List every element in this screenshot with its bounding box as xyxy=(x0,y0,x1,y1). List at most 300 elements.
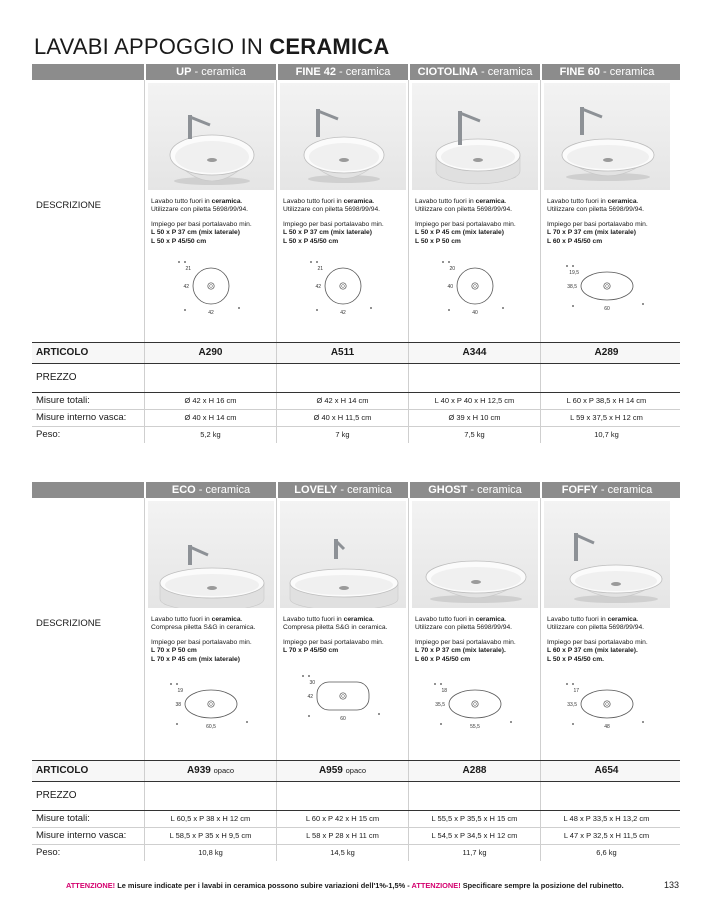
product-header xyxy=(408,64,540,80)
drain-outline xyxy=(208,701,214,707)
drain-outline xyxy=(340,283,346,289)
product-description xyxy=(276,610,408,760)
faucet-icon xyxy=(316,109,320,137)
product-description xyxy=(144,192,276,342)
dim-depth: 40 xyxy=(447,284,453,291)
dim-mark xyxy=(442,261,444,263)
faucet-spout xyxy=(582,109,602,117)
dim-mark xyxy=(308,675,310,677)
dimension-drawing xyxy=(151,672,273,744)
drain-outline xyxy=(472,283,478,289)
drain-icon xyxy=(471,580,481,584)
dim-mark xyxy=(434,683,436,685)
usage-intro: Impiego per basi portalavabo min. xyxy=(151,638,252,646)
total-size-value: Ø 42 x H 14 cm xyxy=(276,393,408,409)
weight-row xyxy=(32,427,680,443)
usage-size-1: L 70 x P 37 cm (mix laterale). xyxy=(415,647,506,655)
sink-illustration xyxy=(412,83,538,190)
dim-half: 20 xyxy=(449,266,455,273)
product-section xyxy=(32,482,680,861)
article-code: A290 xyxy=(198,347,223,358)
sink-outline xyxy=(185,690,237,718)
drain-icon xyxy=(339,586,349,590)
total-size-value: L 60 x P 38,5 x H 14 cm xyxy=(540,393,672,409)
weight-value: 7 kg xyxy=(276,427,408,443)
description-text xyxy=(415,198,537,215)
desc-text-line2: Utilizzare con piletta 5698/99/94. xyxy=(415,624,513,632)
sink-illustration xyxy=(148,83,274,190)
desc-text-end: . xyxy=(636,616,639,623)
price-cell xyxy=(276,364,408,392)
product-description xyxy=(276,192,408,342)
product-image-cell xyxy=(540,80,672,192)
description-text xyxy=(415,616,537,633)
dim-half: 19,5 xyxy=(569,270,579,277)
sink-outline xyxy=(581,690,633,718)
desc-text-bold: ceramica xyxy=(475,616,505,623)
product-description xyxy=(408,610,540,760)
faucet-spout xyxy=(460,113,480,121)
usage-text xyxy=(415,639,537,664)
weight-row xyxy=(32,845,680,861)
weight-value: 11,7 kg xyxy=(408,845,540,861)
dim-mark xyxy=(302,675,304,677)
price-cell xyxy=(408,364,540,392)
product-header xyxy=(144,482,276,498)
inner-size-value: L 47 x P 32,5 x H 11,5 cm xyxy=(540,828,672,844)
article-finish: opaco xyxy=(345,766,367,775)
sink-outline xyxy=(325,268,361,304)
dim-mark xyxy=(440,683,442,685)
price-label: PREZZO xyxy=(36,790,77,801)
product-name: GHOST xyxy=(428,484,468,496)
dim-depth: 38 xyxy=(175,702,181,709)
product-material: - ceramica xyxy=(337,484,392,496)
page-title: LAVABI APPOGGIO IN CERAMICA xyxy=(34,34,390,59)
dim-width: 60,5 xyxy=(206,724,216,731)
dimension-drawing xyxy=(547,254,669,326)
usage-text xyxy=(547,639,669,664)
product-header xyxy=(408,482,540,498)
product-material: - ceramica xyxy=(597,484,653,496)
article-row xyxy=(32,760,680,782)
drain-inner xyxy=(210,285,213,288)
dim-half: 18 xyxy=(441,688,447,695)
desc-text-bold: ceramica xyxy=(343,198,373,205)
desc-text-end: . xyxy=(504,198,507,205)
inner-size-value: L 58 x P 28 x H 11 cm xyxy=(276,828,408,844)
desc-text-a: Lavabo tutto fuori in xyxy=(151,198,212,205)
dim-mark xyxy=(440,723,442,725)
dim-depth: 42 xyxy=(183,284,189,291)
dim-mark xyxy=(316,261,318,263)
desc-text-bold: ceramica xyxy=(343,616,373,623)
drain-icon xyxy=(207,586,217,590)
usage-text xyxy=(547,221,669,246)
inner-size-label: Misure interno vasca: xyxy=(36,830,127,841)
usage-text xyxy=(283,221,405,246)
article-code: A288 xyxy=(462,765,487,776)
header-spacer xyxy=(32,482,144,498)
weight-label: Peso: xyxy=(36,847,61,858)
dim-mark xyxy=(566,683,568,685)
dim-mark xyxy=(246,721,248,723)
weight-value: 10,8 kg xyxy=(144,845,276,861)
description-label: DESCRIZIONE xyxy=(36,618,101,629)
desc-text-end: . xyxy=(372,198,375,205)
desc-text-end: . xyxy=(504,616,507,623)
article-code-cell xyxy=(540,761,672,781)
dimension-drawing xyxy=(151,254,273,326)
product-name: FINE 42 xyxy=(295,66,336,78)
dimension-drawing xyxy=(283,664,405,736)
weight-value: 5,2 kg xyxy=(144,427,276,443)
usage-size-2: L 50 x P 45/50 cm xyxy=(283,237,339,245)
dimension-diagram xyxy=(547,254,667,326)
image-row-label xyxy=(32,498,144,610)
dim-mark xyxy=(184,309,186,311)
description-text xyxy=(547,616,669,633)
article-label: ARTICOLO xyxy=(36,347,89,358)
image-row xyxy=(32,498,680,610)
product-photo xyxy=(412,501,538,608)
article-code: A511 xyxy=(330,347,355,358)
total-size-row xyxy=(32,393,680,410)
usage-size-2: L 50 x P 45/50 cm xyxy=(151,237,207,245)
desc-text-a: Lavabo tutto fuori in xyxy=(283,198,344,205)
dim-half: 30 xyxy=(309,679,315,686)
dimension-diagram xyxy=(283,664,403,736)
usage-text xyxy=(151,221,273,246)
article-code-cell xyxy=(144,343,276,363)
dimension-diagram xyxy=(283,254,403,326)
dimension-diagram xyxy=(151,254,271,326)
usage-size-2: L 70 x P 45 cm (mix laterale) xyxy=(151,655,240,663)
desc-text-line2: Utilizzare con piletta 5698/99/94. xyxy=(415,206,513,214)
usage-size-1: L 70 x P 37 cm (mix laterale) xyxy=(547,229,636,237)
sink-outline xyxy=(457,268,493,304)
product-photo xyxy=(148,83,274,190)
product-image-cell xyxy=(144,498,276,610)
product-header xyxy=(540,64,672,80)
drain-inner xyxy=(606,703,609,706)
desc-text-line2: Utilizzare con piletta 5698/99/94. xyxy=(151,206,249,214)
sink-illustration xyxy=(280,501,406,608)
drain-outline xyxy=(604,701,610,707)
drain-inner xyxy=(342,285,345,288)
description-label: DESCRIZIONE xyxy=(36,200,101,211)
dim-mark xyxy=(566,265,568,267)
faucet-icon xyxy=(458,111,462,145)
inner-size-value: L 58,5 x P 35 x H 9,5 cm xyxy=(144,828,276,844)
sink-illustration xyxy=(148,501,274,608)
product-description xyxy=(540,192,672,342)
sink-basin xyxy=(431,567,521,591)
product-header xyxy=(540,482,672,498)
drain-icon xyxy=(603,158,613,162)
drain-inner xyxy=(210,703,213,706)
dim-mark xyxy=(176,683,178,685)
desc-text-end: . xyxy=(372,616,375,623)
dim-mark xyxy=(316,309,318,311)
dim-width: 60 xyxy=(340,715,346,722)
price-cell xyxy=(144,364,276,392)
usage-size-1: L 50 x P 45 cm (mix laterale) xyxy=(415,229,504,237)
sink-basin xyxy=(165,574,259,596)
inner-size-label: Misure interno vasca: xyxy=(36,412,127,423)
desc-text-end: . xyxy=(240,198,243,205)
section-header xyxy=(32,482,680,498)
usage-size-2: L 50 x P 45/50 cm. xyxy=(547,655,605,663)
weight-value: 6,6 kg xyxy=(540,845,672,861)
usage-size-2: L 60 x P 45/50 cm xyxy=(415,655,471,663)
product-material: - ceramica xyxy=(467,484,522,496)
product-section xyxy=(32,64,680,443)
description-row xyxy=(32,192,680,342)
inner-size-row xyxy=(32,828,680,845)
usage-text xyxy=(415,221,537,246)
dimension-drawing xyxy=(547,672,669,744)
description-text xyxy=(283,616,405,633)
usage-size-1: L 50 x P 37 cm (mix laterale) xyxy=(283,229,372,237)
article-code-cell xyxy=(276,761,408,781)
dimension-drawing xyxy=(415,672,537,744)
dim-depth: 35,5 xyxy=(435,702,445,709)
sink-basin xyxy=(295,575,393,595)
product-image-cell xyxy=(540,498,672,610)
desc-text-line2: Compresa piletta S&G in ceramica. xyxy=(283,624,388,632)
drain-inner xyxy=(474,285,477,288)
price-cell xyxy=(540,364,672,392)
product-photo xyxy=(280,501,406,608)
total-size-value: L 40 x P 40 x H 12,5 cm xyxy=(408,393,540,409)
desc-text-line2: Utilizzare con piletta 5698/99/94. xyxy=(547,624,645,632)
product-header xyxy=(276,64,408,80)
article-code-cell xyxy=(540,343,672,363)
dim-mark xyxy=(238,307,240,309)
drain-outline xyxy=(208,283,214,289)
article-code: A959 xyxy=(318,765,343,776)
article-code-cell xyxy=(408,343,540,363)
drain-outline xyxy=(340,692,346,698)
drain-inner xyxy=(606,285,609,288)
usage-size-1: L 70 x P 50 cm xyxy=(151,647,197,655)
dim-mark xyxy=(448,309,450,311)
sink-outline xyxy=(193,268,229,304)
usage-intro: Impiego per basi portalavabo min. xyxy=(283,220,384,228)
dim-depth: 38,5 xyxy=(567,284,577,291)
desc-text-a: Lavabo tutto fuori in xyxy=(547,616,608,623)
sink-illustration xyxy=(412,501,538,608)
price-row xyxy=(32,782,680,811)
usage-text xyxy=(283,639,405,656)
product-name: FINE 60 xyxy=(559,66,600,78)
dim-width: 48 xyxy=(604,724,610,731)
sink-outline xyxy=(581,272,633,300)
article-code-cell xyxy=(276,343,408,363)
usage-intro: Impiego per basi portalavabo min. xyxy=(547,638,648,646)
description-text xyxy=(151,198,273,215)
dim-depth: 42 xyxy=(315,284,321,291)
dim-mark xyxy=(572,723,574,725)
dimension-drawing xyxy=(283,254,405,326)
dim-mark xyxy=(176,723,178,725)
sink-illustration xyxy=(280,83,406,190)
footer-note: ATTENZIONE! Le misure indicate per i lavabi in ceramica possono subire variazioni dell'1%-1,5% - ATTENZIONE! Specificare sempre la posizione del rubinetto. xyxy=(66,881,624,890)
price-cell xyxy=(408,782,540,810)
usage-intro: Impiego per basi portalavabo min. xyxy=(283,638,384,646)
product-material: - ceramica xyxy=(477,66,533,78)
dim-width: 42 xyxy=(208,310,214,317)
faucet-spout xyxy=(190,117,210,125)
usage-size-2: L 60 x P 45/50 cm xyxy=(547,237,603,245)
faucet-spout xyxy=(576,535,594,543)
desc-text-a: Lavabo tutto fuori in xyxy=(283,616,344,623)
desc-text-bold: ceramica xyxy=(211,616,241,623)
weight-value: 10,7 kg xyxy=(540,427,672,443)
usage-intro: Impiego per basi portalavabo min. xyxy=(415,638,516,646)
dim-mark xyxy=(370,307,372,309)
faucet-spout xyxy=(190,547,208,555)
dim-width: 42 xyxy=(340,310,346,317)
desc-text-a: Lavabo tutto fuori in xyxy=(415,198,476,205)
usage-size-2: L 50 x P 50 cm xyxy=(415,237,461,245)
sink-basin xyxy=(441,145,515,169)
dim-mark xyxy=(502,307,504,309)
inner-size-value: Ø 40 x H 14 cm xyxy=(144,410,276,426)
image-row-label xyxy=(32,80,144,192)
total-size-value: L 60,5 x P 38 x H 12 cm xyxy=(144,811,276,827)
product-image-cell xyxy=(276,80,408,192)
dim-width: 40 xyxy=(472,310,478,317)
dim-mark xyxy=(572,305,574,307)
inner-size-value: Ø 40 x H 11,5 cm xyxy=(276,410,408,426)
total-size-value: L 55,5 x P 35,5 x H 15 cm xyxy=(408,811,540,827)
product-material: - ceramica xyxy=(195,484,251,496)
sink-basin xyxy=(567,145,649,169)
dimension-diagram xyxy=(547,672,667,744)
article-code-cell xyxy=(144,761,276,781)
desc-text-line2: Utilizzare con piletta 5698/99/94. xyxy=(283,206,381,214)
dim-mark xyxy=(170,683,172,685)
dim-width: 60 xyxy=(604,306,610,313)
article-code-cell xyxy=(408,761,540,781)
dim-width: 55,5 xyxy=(470,724,480,731)
description-row xyxy=(32,610,680,760)
weight-value: 7,5 kg xyxy=(408,427,540,443)
product-description xyxy=(540,610,672,760)
desc-text-line2: Compresa piletta S&G in ceramica. xyxy=(151,624,256,632)
desc-text-a: Lavabo tutto fuori in xyxy=(151,616,212,623)
product-photo xyxy=(412,83,538,190)
dim-mark xyxy=(378,713,380,715)
product-image-cell xyxy=(408,80,540,192)
dim-depth: 33,5 xyxy=(567,702,577,709)
desc-text-bold: ceramica xyxy=(475,198,505,205)
dim-mark xyxy=(642,721,644,723)
product-name: LOVELY xyxy=(294,484,338,496)
article-code: A344 xyxy=(462,347,487,358)
price-label: PREZZO xyxy=(36,372,77,383)
weight-value: 14,5 kg xyxy=(276,845,408,861)
total-size-value: L 48 x P 33,5 x H 13,2 cm xyxy=(540,811,672,827)
product-image-cell xyxy=(408,498,540,610)
dim-half: 21 xyxy=(185,266,191,273)
inner-size-row xyxy=(32,410,680,427)
product-material: - ceramica xyxy=(191,66,246,78)
desc-text-end: . xyxy=(636,198,639,205)
dimension-diagram xyxy=(415,672,535,744)
dim-mark xyxy=(448,261,450,263)
product-name: ECO xyxy=(171,484,196,496)
dim-mark xyxy=(642,303,644,305)
product-header xyxy=(276,482,408,498)
desc-text-line2: Utilizzare con piletta 5698/99/94. xyxy=(547,206,645,214)
dimension-diagram xyxy=(415,254,535,326)
dim-mark xyxy=(178,261,180,263)
header-spacer xyxy=(32,64,144,80)
article-code: A939 xyxy=(186,765,211,776)
drain-icon xyxy=(339,158,349,162)
product-description xyxy=(144,610,276,760)
sink-illustration xyxy=(544,83,670,190)
dimension-diagram xyxy=(151,672,271,744)
sink-basin xyxy=(309,143,379,171)
dim-half: 17 xyxy=(573,688,579,695)
sink-outline xyxy=(449,690,501,718)
drain-outline xyxy=(604,283,610,289)
page-number: 133 xyxy=(664,880,680,890)
inner-size-value: Ø 39 x H 10 cm xyxy=(408,410,540,426)
article-label: ARTICOLO xyxy=(36,765,89,776)
desc-text-bold: ceramica xyxy=(211,198,241,205)
product-material: - ceramica xyxy=(335,66,391,78)
drain-inner xyxy=(342,694,345,697)
dim-depth: 42 xyxy=(307,693,313,700)
total-size-value: L 60 x P 42 x H 15 cm xyxy=(276,811,408,827)
description-text xyxy=(151,616,273,633)
faucet-icon xyxy=(580,107,584,135)
product-image-cell xyxy=(144,80,276,192)
article-code: A289 xyxy=(594,347,619,358)
image-row xyxy=(32,80,680,192)
total-size-value: Ø 42 x H 16 cm xyxy=(144,393,276,409)
product-material: - ceramica xyxy=(599,66,655,78)
usage-intro: Impiego per basi portalavabo min. xyxy=(151,220,252,228)
sink-basin xyxy=(175,141,249,173)
sink-illustration xyxy=(544,501,670,608)
price-cell xyxy=(540,782,672,810)
usage-intro: Impiego per basi portalavabo min. xyxy=(415,220,516,228)
dim-mark xyxy=(572,265,574,267)
drain-icon xyxy=(207,158,217,162)
dim-mark xyxy=(510,721,512,723)
usage-size-1: L 60 x P 37 cm (mix laterale). xyxy=(547,647,638,655)
inner-size-value: L 59 x 37,5 x H 12 cm xyxy=(540,410,672,426)
faucet-spout xyxy=(318,111,338,119)
price-cell xyxy=(144,782,276,810)
desc-text-bold: ceramica xyxy=(607,198,637,205)
dim-half: 21 xyxy=(317,266,323,273)
inner-size-value: L 54,5 x P 34,5 x H 12 cm xyxy=(408,828,540,844)
drain-outline xyxy=(472,701,478,707)
weight-label: Peso: xyxy=(36,429,61,440)
dim-mark xyxy=(308,715,310,717)
usage-size-1: L 70 x P 45/50 cm xyxy=(283,647,339,655)
sink-outline xyxy=(317,682,369,710)
product-name: FOFFY xyxy=(561,484,598,496)
dim-mark xyxy=(184,261,186,263)
